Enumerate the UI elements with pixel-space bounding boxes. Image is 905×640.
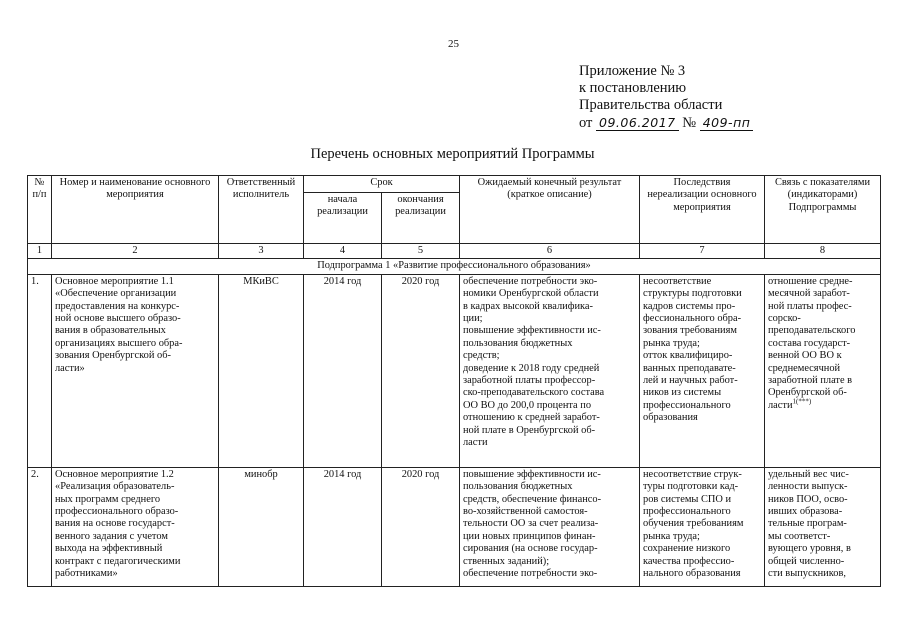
appendix-line-3: Правительства области — [579, 97, 723, 113]
column-number: 3 — [219, 244, 304, 259]
indicators-footnote: 1(***) — [792, 397, 812, 406]
column-numbers-row — [28, 244, 881, 259]
table-row — [28, 274, 881, 467]
row-name: Основное мероприятие 1.1 «Обеспечение организации предоставления на конкурс- ной основе высшего образо- вания в образовательных организациях высшего обра- зования Оренбургской об- ласти» — [52, 274, 219, 467]
column-number: 4 — [304, 244, 382, 259]
from-label: от — [579, 115, 593, 131]
row-end: 2020 год — [382, 274, 460, 467]
row-consequences: несоответствие структуры подготовки кадров системы про- фессионального обра- зования требованиям рынка труда; отток квалифициро- ванных преподавате- лей и научных работ- ников из системы профессионального образования — [640, 274, 765, 467]
row-name: Основное мероприятие 1.2 «Реализация образователь- ных программ среднего профессионального образо- вания на основе государст- венного задания с учетом выхода на эффективный контракт с педагогическими работниками» — [52, 467, 219, 586]
header-term: Срок — [304, 176, 460, 193]
header-term-end: окончания реализации — [382, 193, 460, 244]
row-executor: МКиВС — [219, 274, 304, 467]
handwritten-date: 09.06.2017 — [596, 115, 679, 131]
handwritten-number: 409-пп — [700, 115, 754, 131]
row-consequences: несоответствие струк- туры подготовки кад- ров системы СПО и профессионального обучения требованиям рынка труда; сохранение низкого качества профессио- нального образования — [640, 467, 765, 586]
row-num: 2. — [28, 467, 52, 586]
row-executor: минобр — [219, 467, 304, 586]
row-end: 2020 год — [382, 467, 460, 586]
row-indicators: отношение средне- месячной заработ- ной платы профес- сорско- преподавательского состава государст- венной ОО ВО к среднемесячной заработной плате в Оренбургской об- ласти — [768, 275, 856, 411]
column-number: 7 — [640, 244, 765, 259]
row-result: повышение эффективности ис- пользования бюджетных средств, обеспечение финансо- во-хозяйственной самостоя- тельности ОО за счет реализа- ции новых принципов финан- сирования (на основе государ- ственных заданий); обеспечение потребности эко- — [460, 467, 640, 586]
appendix-block — [579, 63, 753, 132]
header-consequences: Последствия нереализации основного мероприятия — [640, 176, 765, 244]
header-name: Номер и наименование основного мероприятия — [52, 176, 219, 244]
row-indicators: удельный вес чис- ленности выпуск- ников ПОО, осво- ивших образова- тельные програм- мы соответст- вующего уровня, в общей численно- сти выпускников, — [765, 467, 881, 586]
subprogram-row — [28, 259, 881, 274]
row-num: 1. — [28, 274, 52, 467]
header-executor: Ответственный исполнитель — [219, 176, 304, 244]
column-number: 8 — [765, 244, 881, 259]
appendix-line-2: к постановлению — [579, 80, 687, 96]
row-start: 2014 год — [304, 467, 382, 586]
header-num: № п/п — [28, 176, 52, 244]
column-number: 1 — [28, 244, 52, 259]
number-label: № — [682, 115, 697, 131]
column-number: 2 — [52, 244, 219, 259]
header-row-1 — [28, 176, 881, 193]
column-number: 5 — [382, 244, 460, 259]
row-result: обеспечение потребности эко- номики Оренбургской области в кадрах высокой квалифика- ции; повышение эффективности ис- пользования бюджетных средств; доведение к 2018 году средней заработной платы профессор- ско-преподавательского состава ОО ВО до 200,0 процента по отношению к средней заработ- ной плате в Оренбургской об- ласти — [460, 274, 640, 467]
appendix-date-line — [579, 114, 753, 132]
table-row — [28, 467, 881, 586]
header-result: Ожидаемый конечный результат (краткое описание) — [460, 176, 640, 244]
header-indicators: Связь с показателями (индикаторами) Подпрограммы — [765, 176, 881, 244]
document-title: Перечень основных мероприятий Программы — [310, 146, 595, 162]
row-start: 2014 год — [304, 274, 382, 467]
subprogram-title: Подпрограмма 1 «Развитие профессионального образования» — [28, 259, 881, 274]
page-number: 25 — [448, 38, 459, 50]
measures-table — [27, 175, 881, 587]
column-number: 6 — [460, 244, 640, 259]
row-indicators-cell — [765, 274, 881, 467]
header-term-start: начала реализации — [304, 193, 382, 244]
appendix-line-1: Приложение № 3 — [579, 63, 686, 79]
